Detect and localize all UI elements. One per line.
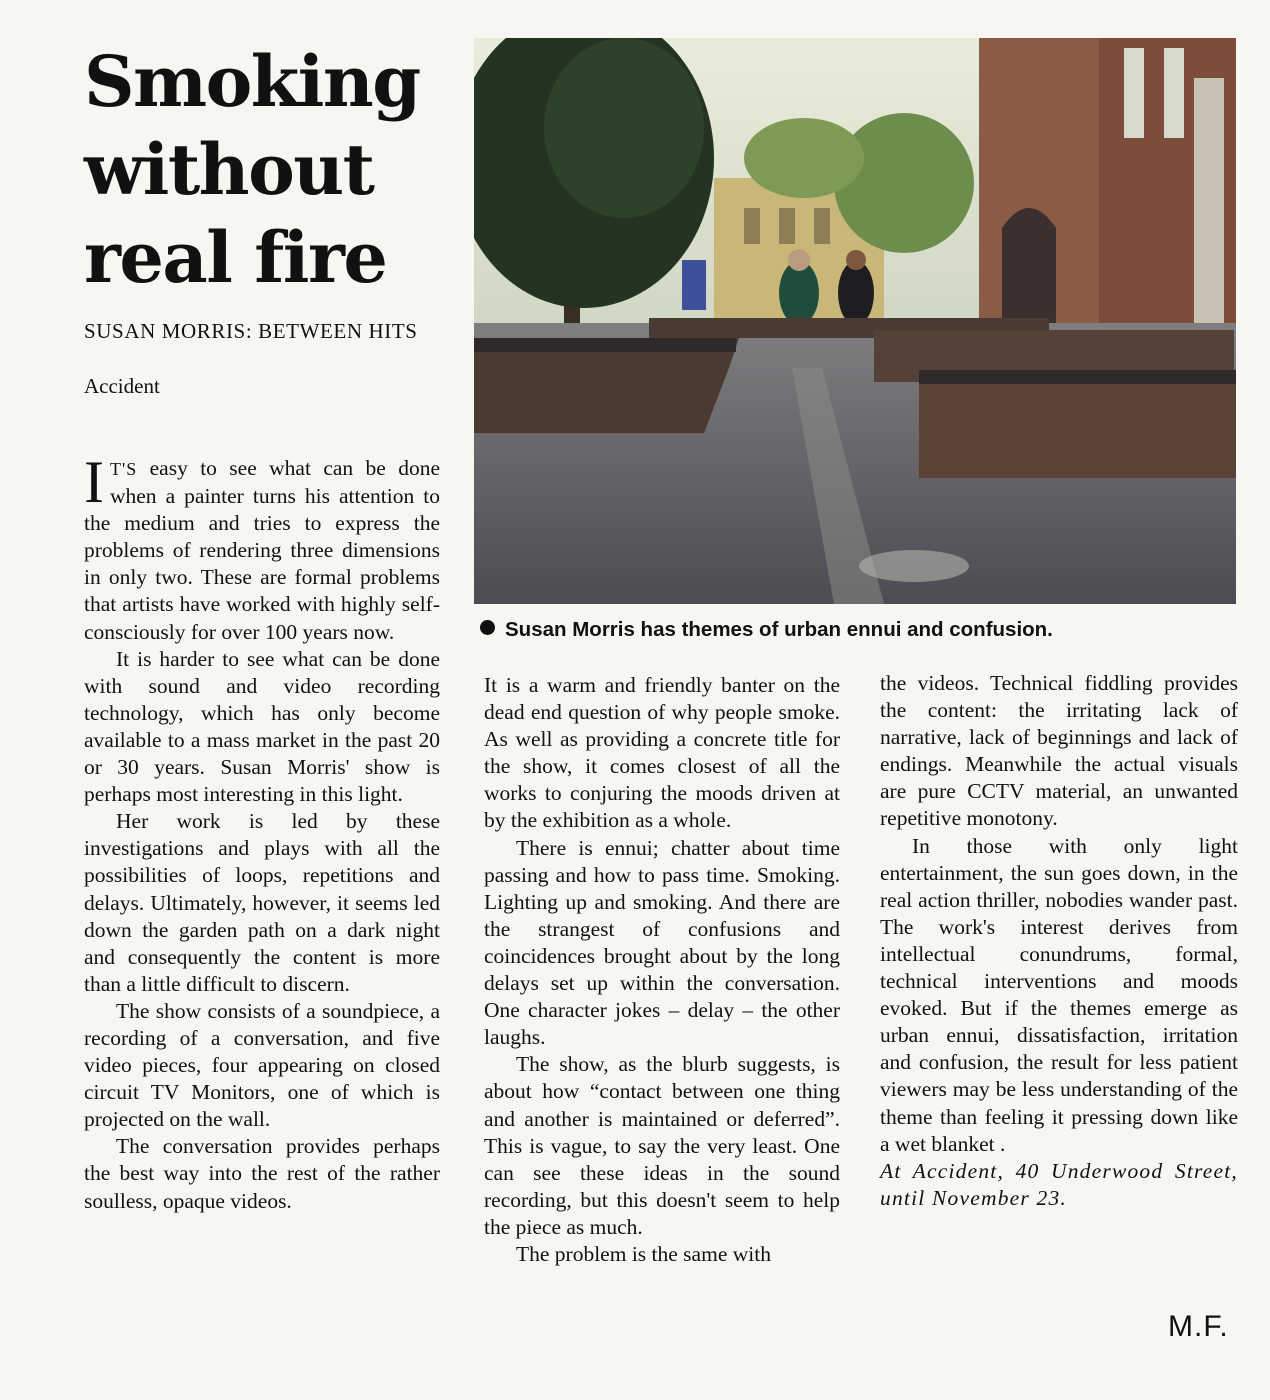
photo-caption xyxy=(480,617,1240,643)
article-paragraph: In those with only light entertainment, the sun goes down, in the real action thriller, nobodies wander past. The work's interest derives from intellectual conundrums, formal, technical interventions and moods evoked. But if the themes emerge as urban ennui, dissatisfaction, irritation and confusion, the result for less patient viewers may be less understanding of the theme than feeling it pressing down like a wet blanket . xyxy=(880,833,1238,1156)
author-signature: M.F. xyxy=(1168,1310,1229,1343)
lead-caps: T'S xyxy=(109,459,138,479)
photo-tree-bg xyxy=(834,113,974,253)
photo-person xyxy=(838,261,874,325)
photo-planter xyxy=(474,338,739,433)
drop-cap: I xyxy=(84,449,104,515)
article-paragraph: Her work is led by these investigations and plays with all the possibilities of loops, repetitions and delays. Ultimately, however, it seems led down the garden path on a dark night and consequently the content is more than a little difficult to discern. xyxy=(84,809,440,996)
article-paragraph: It is harder to see what can be done with sound and video recording technology, which has only become available to a mass market in the past 20 or 30 years. Susan Morris' show is perhaps most interesting in this light. xyxy=(84,646,440,807)
article-paragraph: the videos. Technical fiddling provides the content: the irritating lack of narrative, lack of beginnings and lack of endings. Meanwhile the actual visuals are pure CCTV material, an unwanted repetitive monotony. xyxy=(880,671,1238,831)
article-paragraph: There is ennui; chatter about time passing and how to pass time. Smoking. Lighting up and smoking. And there are the strangest of confusions and coincidences brought about by the long delays set up within the conversation. One character jokes – delay – the other laughs. xyxy=(484,835,840,1050)
paragraph-text: easy to see what can be done when a painter turns his attention to the medium and tries to express the problems of rendering three dimensions in only two. These are formal problems that artists have worked with highly self-consciously for over 100 years now. xyxy=(84,456,440,644)
show-venue: Accident xyxy=(84,374,160,398)
article-photo xyxy=(474,38,1236,604)
article-paragraph xyxy=(84,449,440,646)
photo-planter xyxy=(919,373,1236,478)
bullet-dot-icon xyxy=(480,620,495,635)
headline-line: without xyxy=(84,128,374,211)
article-column-3 xyxy=(880,670,1238,1212)
exhibition-info: At Accident, 40 Underwood Street, until November 23. xyxy=(880,1158,1238,1210)
article-paragraph: The show consists of a soundpiece, a recording of a conversation, and five video pieces, four appearing on closed circuit TV Monitors, one of which is projected on the wall. xyxy=(84,998,440,1132)
show-title: SUSAN MORRIS: BETWEEN HITS xyxy=(84,319,418,343)
headline xyxy=(84,38,464,302)
article-paragraph: It is a warm and friendly banter on the dead end question of why people smoke. As well as providing a concrete title for the show, it comes closest of all the works to conjuring the moods driven at by the exhibition as a whole. xyxy=(484,673,840,833)
headline-line: Smoking xyxy=(84,40,420,123)
headline-line: real fire xyxy=(84,216,387,299)
article-paragraph: The show, as the blurb suggests, is about how “contact between one thing and another is maintained or deferred”. This is vague, to say the very least. One can see these ideas in the sound recording, but this doesn't seem to help the piece as much. xyxy=(484,1052,840,1239)
article-column-1 xyxy=(84,449,440,1215)
article-paragraph: The problem is the same with xyxy=(516,1241,771,1266)
article-paragraph: The conversation provides perhaps the best way into the rest of the rather soulless, opaque videos. xyxy=(84,1134,440,1213)
article-column-2 xyxy=(484,672,840,1268)
caption-text: Susan Morris has themes of urban ennui and confusion. xyxy=(505,618,1053,641)
